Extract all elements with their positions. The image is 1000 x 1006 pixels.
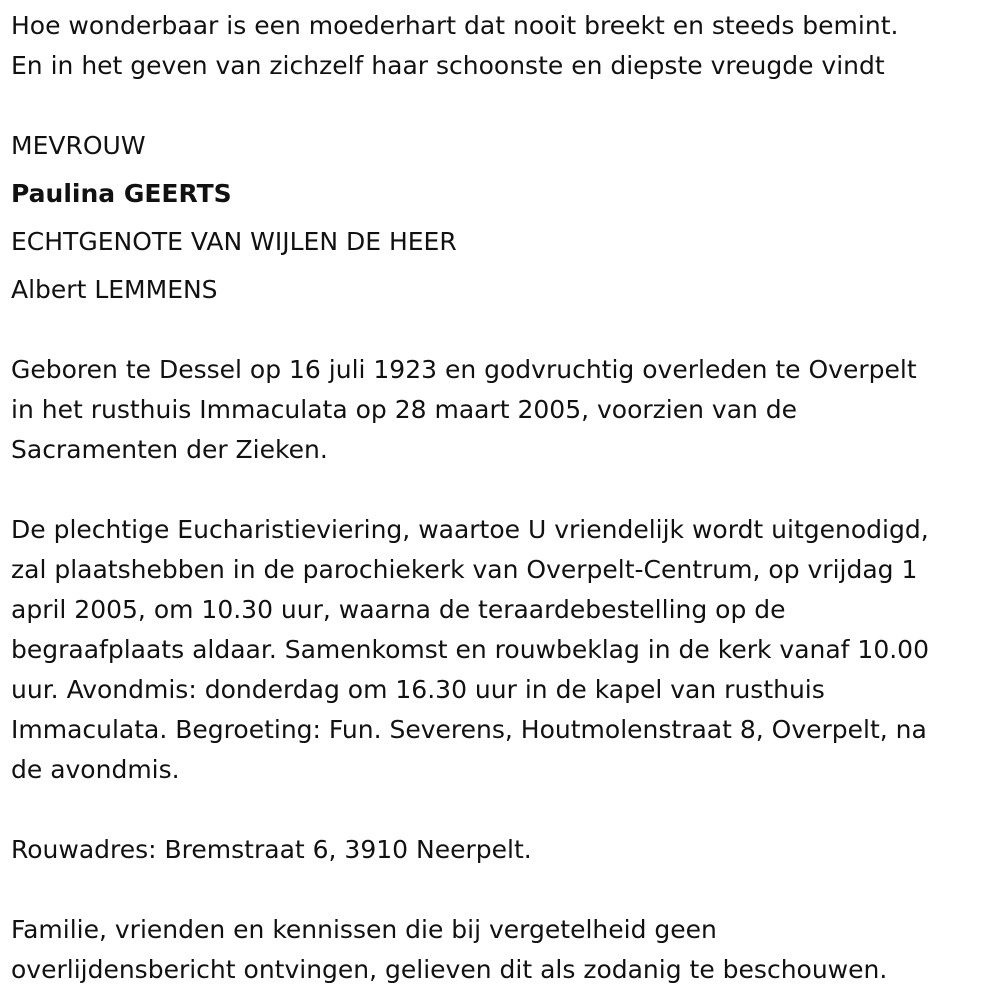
ceremony-line-2: zal plaatshebben in de parochiekerk van Overpelt-Centrum, op vrijdag 1 (11, 555, 918, 584)
verse-line-1: Hoe wonderbaar is een moederhart dat nooit breekt en steeds bemint. (11, 11, 899, 40)
birth-death-line-3: Sacramenten der Zieken. (11, 435, 328, 464)
ceremony-line-6: Immaculata. Begroeting: Fun. Severens, Houtmolenstraat 8, Overpelt, na (11, 715, 927, 744)
mourning-address: Rouwadres: Bremstraat 6, 3910 Neerpelt. (11, 835, 532, 864)
ceremony-line-7: de avondmis. (11, 755, 180, 784)
spouse-name: Albert LEMMENS (11, 275, 218, 304)
relation: ECHTGENOTE VAN WIJLEN DE HEER (11, 227, 457, 256)
ceremony-line-3: april 2005, om 10.30 uur, waarna de teraardebestelling op de (11, 595, 786, 624)
deceased-name: Paulina GEERTS (11, 179, 232, 208)
ceremony-line-5: uur. Avondmis: donderdag om 16.30 uur in de kapel van rusthuis (11, 675, 825, 704)
birth-death-line-2: in het rusthuis Immaculata op 28 maart 2005, voorzien van de (11, 395, 798, 424)
verse-line-2: En in het geven van zichzelf haar schoonste en diepste vreugde vindt (11, 51, 885, 80)
notice-line-2: overlijdensbericht ontvingen, gelieven dit als zodanig te beschouwen. (11, 955, 888, 984)
notice-line-1: Familie, vrienden en kennissen die bij vergetelheid geen (11, 915, 717, 944)
salutation: MEVROUW (11, 131, 146, 160)
ceremony-line-1: De plechtige Eucharistieviering, waartoe U vriendelijk wordt uitgenodigd, (11, 515, 929, 544)
birth-death-line-1: Geboren te Dessel op 16 juli 1923 en godvruchtig overleden te Overpelt (11, 355, 917, 384)
ceremony-line-4: begraafplaats aldaar. Samenkomst en rouwbeklag in de kerk vanaf 10.00 (11, 635, 929, 664)
